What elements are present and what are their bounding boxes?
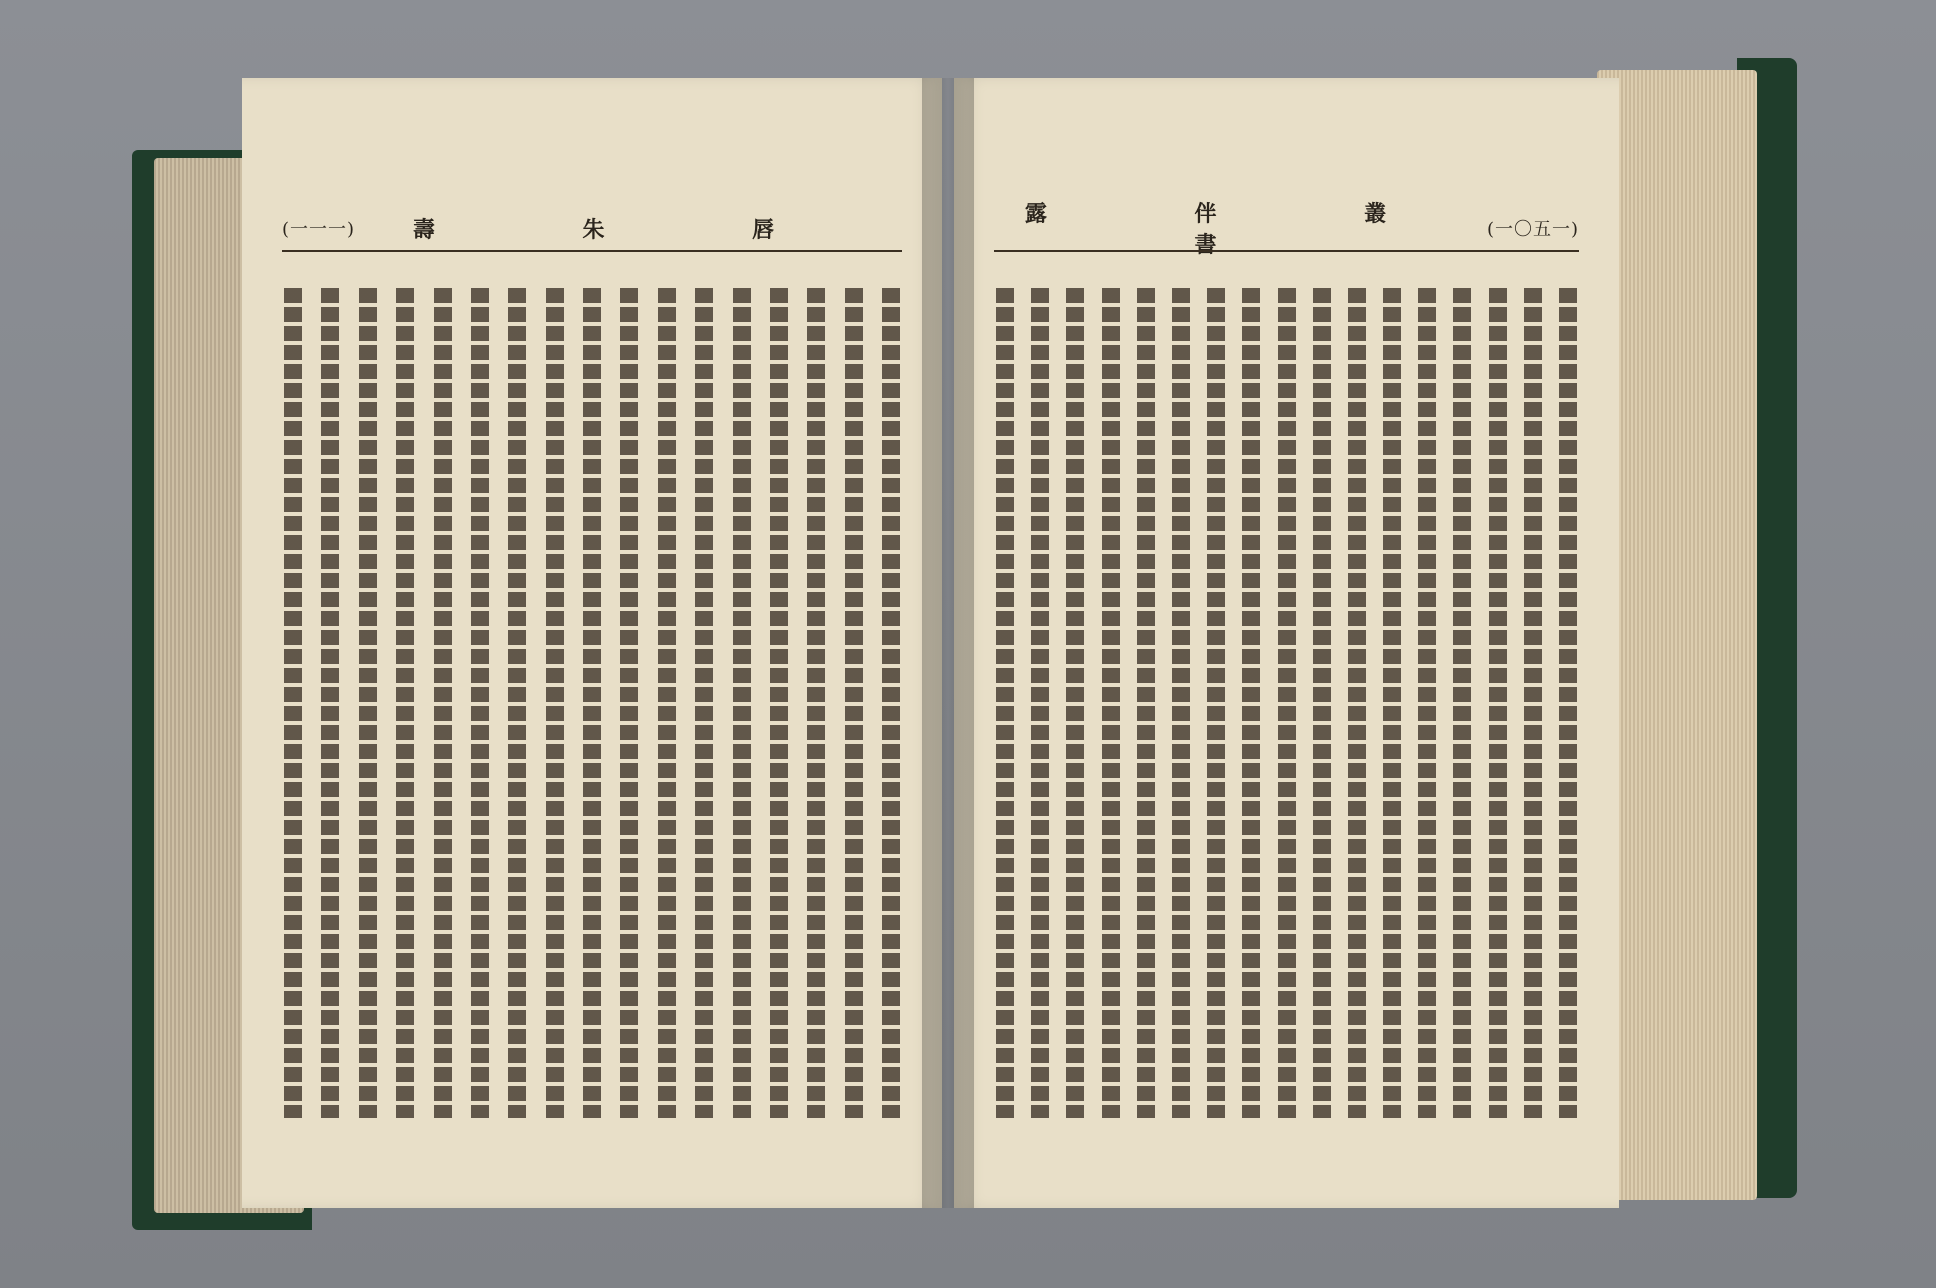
left-page-number: (一一一) [282,219,356,240]
text-column [1524,288,1542,1118]
text-column [1489,288,1507,1118]
text-column [845,288,863,1118]
text-column [807,288,825,1118]
text-column [508,288,526,1118]
text-column [1313,288,1331,1118]
text-column [1172,288,1190,1118]
right-page-edges [1597,70,1757,1200]
text-column [882,288,900,1118]
right-text-columns [996,288,1577,1118]
text-column [1453,288,1471,1118]
text-column [434,288,452,1118]
text-column [1383,288,1401,1118]
text-column [471,288,489,1118]
right-page [954,78,1619,1208]
text-column [1066,288,1084,1118]
text-column [996,288,1014,1118]
text-column [359,288,377,1118]
right-header-title: 露 伴 叢 書 [1024,201,1457,258]
open-book [132,58,1797,1213]
text-column [1278,288,1296,1118]
text-column [546,288,564,1118]
text-column [620,288,638,1118]
book-gutter [922,78,974,1208]
left-text-columns [284,288,900,1118]
text-column [1102,288,1120,1118]
right-header-rule [994,250,1579,258]
text-column [284,288,302,1118]
text-column [695,288,713,1118]
right-page-number: (一〇五一) [1486,219,1579,240]
right-running-header [994,201,1579,258]
text-column [1348,288,1366,1118]
left-header-rule [282,250,902,258]
text-column [1418,288,1436,1118]
left-running-header [282,208,902,248]
text-column [1031,288,1049,1118]
text-column [321,288,339,1118]
text-column [1559,288,1577,1118]
text-column [1207,288,1225,1118]
left-page [242,78,942,1208]
text-column [583,288,601,1118]
text-column [770,288,788,1118]
text-column [1242,288,1260,1118]
text-column [1137,288,1155,1118]
text-column [658,288,676,1118]
left-header-title: 壽 朱 唇 [412,216,845,243]
text-column [733,288,751,1118]
text-column [396,288,414,1118]
